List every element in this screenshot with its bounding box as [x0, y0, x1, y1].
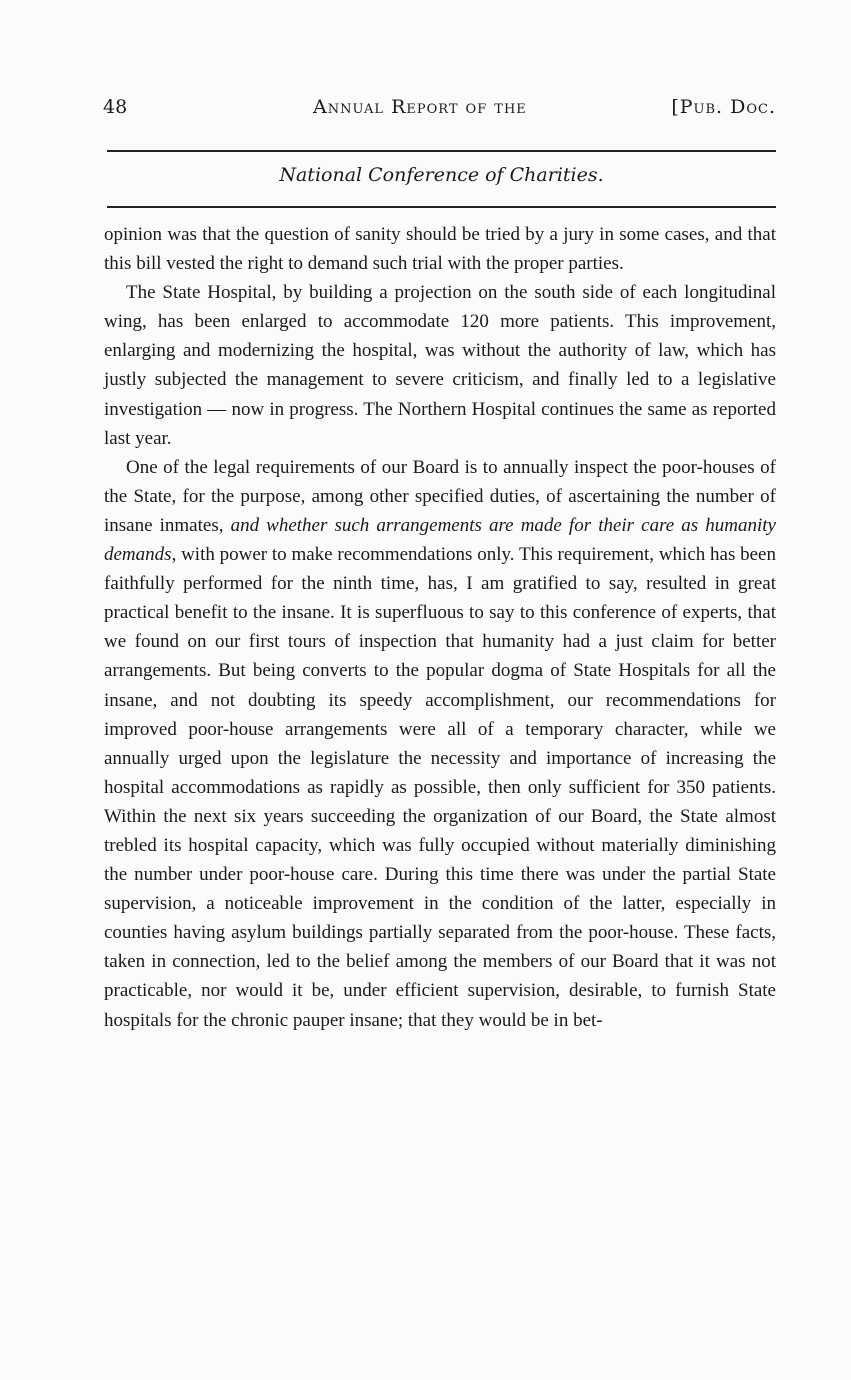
document-label: [Pub. Doc. [671, 96, 776, 118]
body-text [104, 220, 776, 1035]
running-title: Annual Report of the [313, 96, 527, 118]
paragraph-3-emphasis: and whether such arrangements are made for their care as humanity demands [104, 514, 776, 566]
paragraph-3 [104, 453, 776, 1035]
paragraph-3-lead: One of the legal requirements of our Board is to annually inspect the poor-houses of the State, for the purpose, among other specified duties, of ascertaining the number of insane inmates, [104, 456, 776, 536]
header-rule [107, 150, 776, 152]
page-number: 48 [103, 96, 128, 118]
paragraph-3-rest: , with power to make recommendations only. This requirement, which has been faithfully performed for the ninth time, has, I am gratified to say, resulted in great practical benefit to the insane. It is superfluous to say to this conference of experts, that we found on our first tours of inspection that humanity had a just claim for better arrangements. But being converts to the popular dogma of State Hospitals for all the insane, and not doubting its speedy accomplishment, our recommendations for improved poor-house arrangements were all of a temporary character, while we annually urged upon the legislature the necessity and importance of increasing the hospital accommodations as rapidly as possible, then only sufficient for 350 patients. Within the next six years succeeding the organization of our Board, the State almost trebled its hospital capacity, which was fully occupied without materially diminishing the number under poor-house care. During this time there was under the partial State supervision, a noticeable improvement in the condition of the latter, especially in counties having asylum buildings partially separated from the poor-house. These facts, taken in connection, led to the belief among the members of our Board that it was not practicable, nor would it be, under efficient supervision, desirable, to furnish State hospitals for the chronic pauper insane; that they would be in bet- [104, 544, 776, 1031]
paragraph-1: opinion was that the question of sanity should be tried by a jury in some cases, and that this bill vested the right to demand such trial with the proper parties. [104, 224, 776, 275]
paragraph-2: The State Hospital, by building a projection on the south side of each longitudinal wing, has been enlarged to accommodate 120 more patients. This improvement, enlarging and modernizing the hospital, was without the authority of law, which has justly subjected the management to severe criticism, and finally led to a legislative investigation — now in progress. The Northern Hospital continues the same as reported last year. [104, 282, 776, 449]
section-heading: National Conference of Charities. [279, 164, 604, 186]
running-header [103, 96, 776, 126]
heading-rule [107, 206, 776, 208]
